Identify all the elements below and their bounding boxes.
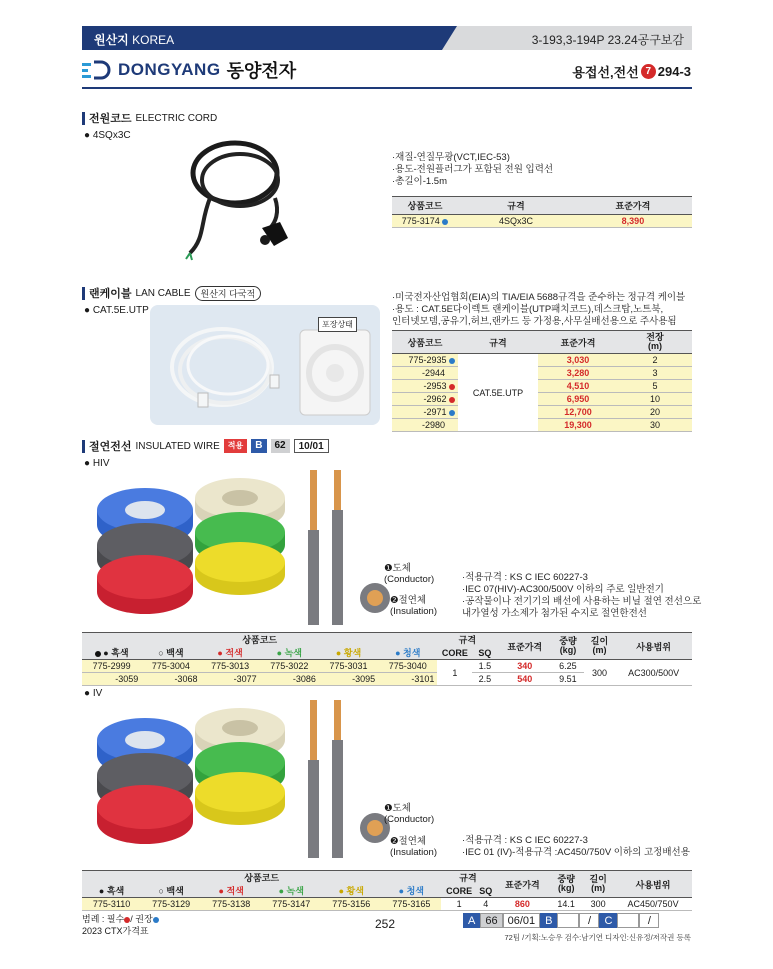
footer-credit: 72팀 /기획:노승우 검수:남기연 디자인:신유정/저작권 등록	[504, 933, 691, 942]
brand-en: DONGYANG	[118, 60, 221, 79]
electric-cord-image	[180, 128, 300, 263]
origin-label: 원산지 KOREA	[94, 33, 175, 47]
dongyang-logo-icon	[82, 60, 112, 80]
conductor-label: ❶도체 (Conductor)	[384, 563, 435, 585]
footer-codes: A 66 06/01 B / C /	[463, 913, 659, 928]
lan-notes: ·미국전자산업협회(EIA)의 TIA/EIA 5688규격을 준수하는 정규격 케이블 ·용도 : CAT.5E다이렉트 랜케이블(UTP패치코드),데스크탑,노트북, 인터넷모뎀,공유기,허브,랜카드 등 가정용,사무실배선용으로 주사용됨	[392, 292, 686, 327]
table-row: 775-3174 4SQx3C 8,390	[392, 215, 692, 228]
iv-notes: ·적용규격 : KS C IEC 60227-3 ·IEC 01 (IV)-적용규격 :AC450/750V 이하의 고정배선용	[462, 835, 690, 858]
iv-conductor-label: ❶도체 (Conductor)	[384, 803, 435, 825]
iv-wire-image	[90, 700, 390, 858]
section-insulated-wire: 절연전선 INSULATED WIRE 적용 B 62 10/01	[82, 438, 329, 454]
section-electric-cord: 전원코드 ELECTRIC CORD	[82, 110, 217, 126]
table-row: -2962 6,950 10	[392, 393, 692, 406]
brand-kr: 동양전자	[226, 61, 297, 81]
cord-spec-bullet: ● 4SQx3C	[84, 130, 131, 141]
table-row: -2944 3,280 3	[392, 367, 692, 380]
table-row: 775-3110 775-3129 775-3138 775-3147 775-3156 775-3165 1 4 860 14.1 300 AC450/750V	[82, 898, 692, 911]
cord-table: 상품코드 규격 표준가격 775-3174 4SQx3C 8,390	[392, 196, 692, 228]
page-refs: 3-193,3-194P 23.24공구보감	[531, 33, 684, 47]
page-number: 252	[375, 917, 396, 931]
insulation-label: ❷절연체 (Insulation)	[390, 595, 437, 617]
lan-table: 상품코드 규격 표준가격 전장 (m) 775-2935 CAT.5E.UTP 3,030 2 -2944 3,280 3 -2953 4,510 5 -2962 6,950 10 -2971 12,700 20 -2980 19,300 30	[392, 330, 692, 432]
hiv-bullet: ● HIV	[84, 458, 110, 469]
table-row: 775-2935 CAT.5E.UTP 3,030 2	[392, 354, 692, 367]
category-circle: 7	[641, 64, 656, 79]
table-row: -2953 4,510 5	[392, 380, 692, 393]
hiv-table: 상품코드 규격 표준가격 중량 (kg) 길이 (m) 사용범위 ● 흑색 ○ 백색 ● 적색 ● 녹색 ● 황색 ● 청색 CORE SQ 775-2999 775-3004 775-3013 775-3022 775-3031 775-3040 1 1.5 340 6.25 300 AC300/500V -3059 -3068 -3077 -3086 -3095 -3101 2.5 540 9.51	[82, 632, 692, 686]
iv-table: 상품코드 규격 표준가격 중량 (kg) 길이 (m) 사용범위 ● 흑색 ○ 백색 ● 적색 ● 녹색 ● 황색 ● 청색 CORE SQ 775-3110 775-3129 775-3138 775-3147 775-3156 775-3165 1 4 860 14.1 300 AC450/750V	[82, 870, 692, 911]
top-bar	[82, 26, 692, 50]
iv-insulation-label: ❷절연체 (Insulation)	[390, 836, 437, 858]
brand-logo	[82, 57, 296, 83]
iv-bullet: ● IV	[84, 688, 103, 699]
hiv-wire-image	[90, 470, 390, 625]
table-row: -2971 12,700 20	[392, 406, 692, 419]
origin-pill: 원산지 다국적	[195, 286, 262, 301]
category-line: 용접선,전선 7 294-3	[572, 64, 691, 80]
footer-legend: 범례 : 필수 / 권장 2023 CTX가격표	[82, 913, 159, 937]
lan-spec-bullet: ● CAT.5E.UTP	[84, 305, 149, 316]
cord-notes: ·재질-연질무광(VCT,IEC-53) ·용도-전원플러그가 포함된 전원 입력선 ·총길이-1.5m	[392, 152, 554, 187]
hiv-notes: ·적용규격 : KS C IEC 60227-3 ·IEC 07(HIV)-AC300/500V 이하의 주로 일반전기 ·공작물이나 전기기의 배선에 사용하는 비닐 절연 전선으로 내가열성 가소제가 첨가된 수지로 절연한전선	[462, 572, 702, 619]
table-row: -2980 19,300 30	[392, 419, 692, 432]
table-row: -3059 -3068 -3077 -3086 -3095 -3101 2.5 540 9.51	[82, 673, 692, 686]
section-lan-cable: 랜케이블 LAN CABLE 원산지 다국적	[82, 285, 261, 301]
table-row: 775-2999 775-3004 775-3013 775-3022 775-3031 775-3040 1 1.5 340 6.25 300 AC300/500V	[82, 660, 692, 673]
packaging-label: 포장상태	[318, 317, 357, 332]
apply-tag: 적용	[224, 439, 247, 453]
lan-cable-image	[150, 305, 380, 425]
